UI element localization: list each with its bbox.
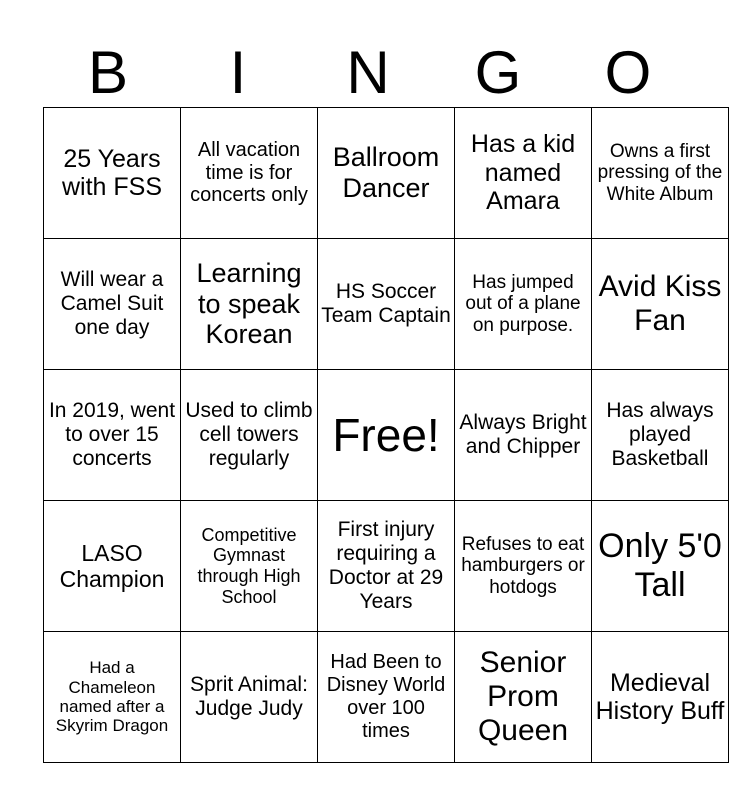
bingo-cell[interactable]: All vacation time is for concerts only: [181, 108, 318, 239]
header-letter-i: I: [229, 39, 247, 106]
bingo-header: [43, 40, 693, 106]
bingo-row-5: [44, 632, 729, 763]
header-letter-o: O: [604, 39, 652, 106]
bingo-cell[interactable]: Refuses to eat hamburgers or hotdogs: [455, 501, 592, 632]
bingo-cell[interactable]: Competitive Gymnast through High School: [181, 501, 318, 632]
bingo-cell[interactable]: Has a kid named Amara: [455, 108, 592, 239]
bingo-card: [43, 107, 729, 763]
bingo-cell[interactable]: Only 5'0 Tall: [592, 501, 729, 632]
bingo-cell[interactable]: Had Been to Disney World over 100 times: [318, 632, 455, 763]
header-letter-g: G: [474, 39, 522, 106]
bingo-cell[interactable]: Will wear a Camel Suit one day: [44, 239, 181, 370]
bingo-row-4: [44, 501, 729, 632]
bingo-cell[interactable]: Used to climb cell towers regularly: [181, 370, 318, 501]
bingo-cell[interactable]: Has jumped out of a plane on purpose.: [455, 239, 592, 370]
bingo-cell[interactable]: Had a Chameleon named after a Skyrim Dragon: [44, 632, 181, 763]
bingo-cell[interactable]: Learning to speak Korean: [181, 239, 318, 370]
bingo-cell[interactable]: 25 Years with FSS: [44, 108, 181, 239]
free-space[interactable]: Free!: [318, 370, 455, 501]
bingo-cell[interactable]: Avid Kiss Fan: [592, 239, 729, 370]
bingo-cell[interactable]: Senior Prom Queen: [455, 632, 592, 763]
bingo-cell[interactable]: First injury requiring a Doctor at 29 Years: [318, 501, 455, 632]
bingo-row-3: [44, 370, 729, 501]
bingo-cell[interactable]: Medieval History Buff: [592, 632, 729, 763]
bingo-cell[interactable]: HS Soccer Team Captain: [318, 239, 455, 370]
bingo-cell[interactable]: Ballroom Dancer: [318, 108, 455, 239]
bingo-cell[interactable]: Has always played Basketball: [592, 370, 729, 501]
bingo-cell[interactable]: Always Bright and Chipper: [455, 370, 592, 501]
bingo-cell[interactable]: LASO Champion: [44, 501, 181, 632]
bingo-row-1: [44, 108, 729, 239]
bingo-cell[interactable]: Sprit Animal: Judge Judy: [181, 632, 318, 763]
header-letter-n: N: [346, 39, 390, 106]
bingo-cell[interactable]: Owns a first pressing of the White Album: [592, 108, 729, 239]
bingo-cell[interactable]: In 2019, went to over 15 concerts: [44, 370, 181, 501]
bingo-row-2: [44, 239, 729, 370]
header-letter-b: B: [87, 39, 129, 106]
